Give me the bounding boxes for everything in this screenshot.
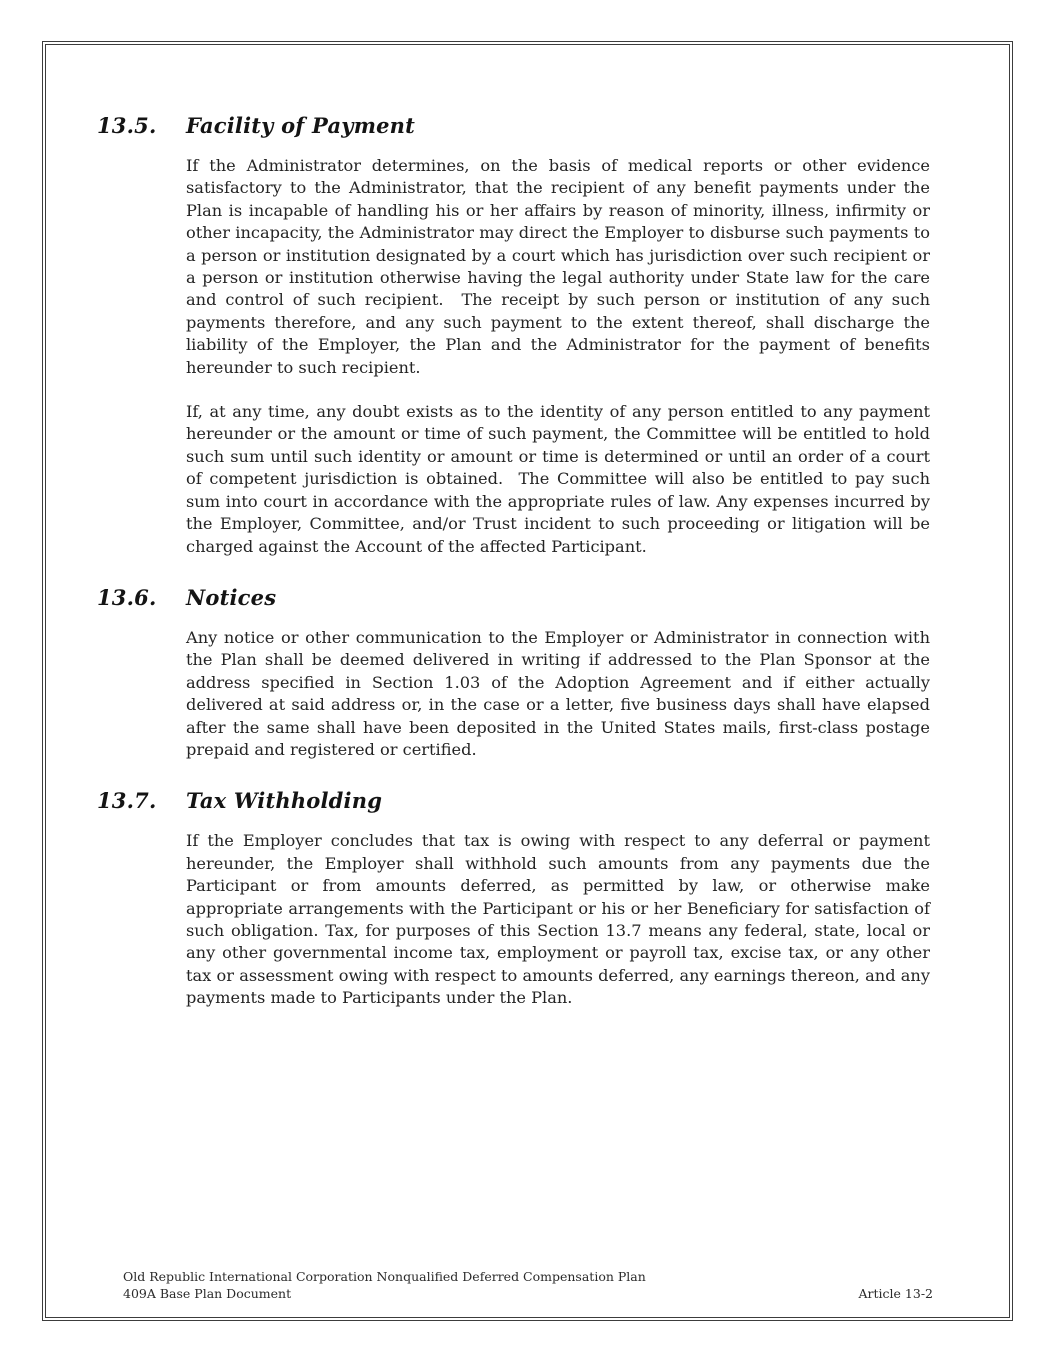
section-number: 13.6.: [97, 584, 157, 610]
footer-left-block: [123, 1268, 646, 1302]
section-title: Facility of Payment: [186, 113, 416, 138]
paragraph: If the Employer concludes that tax is owing with respect to any deferral or payment hereunder, the Employer shall withhold such amounts from any payments due the Participant or from amounts deferred, as permitted by law, or otherwise make appropriate arrangements with the Participant or his or her Beneficiary for satisfaction of such obligation. Tax, for purposes of this Section 13.7 means any federal, state, local or any other governmental income tax, employment or payroll tax, excise tax, or any other tax or assessment owing with respect to amounts deferred, any earnings thereon, and any payments made to Participants under the Plan.: [186, 831, 936, 1008]
section-number: 13.7.: [97, 788, 157, 814]
section-13-7: [46, 788, 1009, 1009]
section-heading: [97, 585, 1009, 611]
paragraph: If the Administrator determines, on the basis of medical reports or other evidence satisfactory to the Administrator, that the recipient of any benefit payments under the Plan is incapable of handling his or her affairs by reason of minority, illness, infirmity or other incapacity, the Administrator may direct the Employer to disburse such payments to a person or institution designated by a court which has jurisdiction over such recipient or a person or institution otherwise having the legal authority under State law for the care and control of such recipient. The receipt by such person or institution of any such payments therefore, and any such payment to the extent thereof, shall discharge the liability of the Employer, the Plan and the Administrator for the payment of benefits hereunder to such recipient.: [186, 156, 936, 377]
paragraph: If, at any time, any doubt exists as to the identity of any person entitled to any payment hereunder or the amount or time of such payment, the Committee will be entitled to hold such sum until such identity or amount or time is determined or until an order of a court of competent jurisdiction is obtained. The Committee will also be entitled to pay such sum into court in accordance with the appropriate rules of law. Any expenses incurred by the Employer, Committee, and/or Trust incident to such proceeding or litigation will be charged against the Account of the affected Participant.: [186, 402, 936, 556]
footer-plan-name: Old Republic International Corporation Nonqualified Deferred Compensation Plan: [123, 1269, 646, 1284]
section-title: Tax Withholding: [186, 788, 383, 814]
section-title: Notices: [186, 584, 277, 610]
section-13-6: [46, 585, 1009, 761]
page-border-frame: [42, 41, 1013, 1321]
footer-document-name: 409A Base Plan Document: [123, 1286, 292, 1301]
page-footer: [123, 1268, 933, 1302]
section-number: 13.5.: [97, 113, 157, 138]
section-heading: [97, 788, 1009, 814]
section-heading: [97, 113, 1009, 139]
paragraph: Any notice or other communication to the Employer or Administrator in connection with the Plan shall be deemed delivered in writing if addressed to the Plan Sponsor at the address specified in Section 1.03 of the Adoption Agreement and if either actually delivered at said address or, in the case or a letter, five business days shall have elapsed after the same shall have been deposited in the United States mails, first-class postage prepaid and registered or certified.: [186, 627, 936, 759]
section-13-5: [46, 113, 1009, 558]
footer-page-label: Article 13-2: [858, 1286, 933, 1301]
